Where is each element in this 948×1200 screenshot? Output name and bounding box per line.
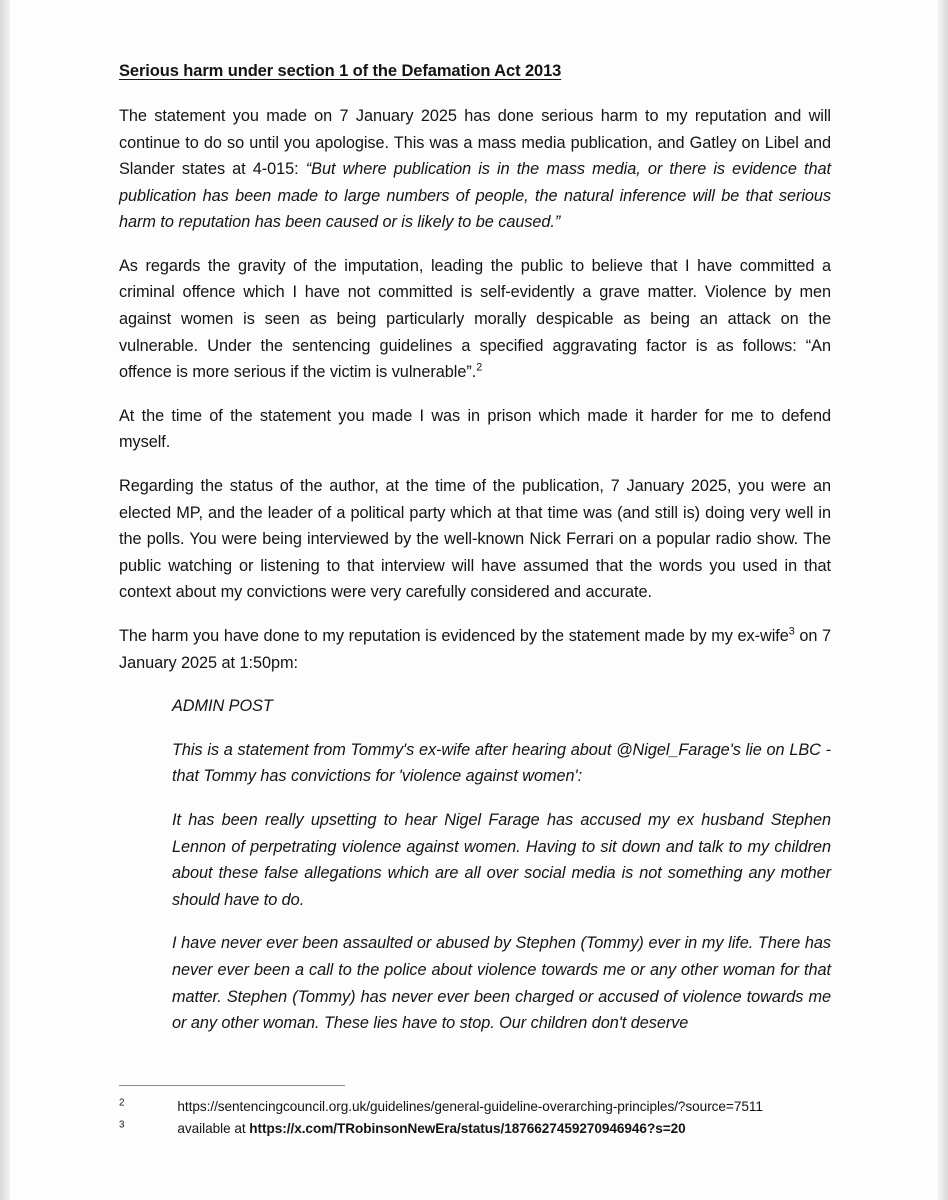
footnote-separator-rule	[119, 1085, 345, 1086]
quote-paragraph-never-assaulted: I have never ever been assaulted or abused by Stephen (Tommy) ever in my life. There has never ever been a call to the police about violence towards me or any other woman for that matter. Stephen (Tommy) has never ever been charged or accused of violence towards me or any other woman. These lies have to stop. Our children don't deserve	[172, 934, 831, 1033]
page-edge-right	[938, 0, 948, 1200]
quote-line-admin-post: ADMIN POST	[172, 697, 273, 716]
paragraph-status-of-author: Regarding the status of the author, at the time of the publication, 7 January 2025, you were an elected MP, and the leader of a political party which at that time was (and still is) doing very well in the polls. You were being interviewed by the well-known Nick Ferrari on a popular radio show. The public watching or listening to that interview will have assumed that the words you used in that context about my convictions were very carefully considered and accurate.	[119, 477, 831, 602]
footnote-url-sentencing-council[interactable]: https://sentencingcouncil.org.uk/guidelines/general-guideline-overarching-principles/?source=7511	[177, 1099, 763, 1114]
footnote-number: 2	[119, 1097, 125, 1109]
page-edge-left	[0, 0, 10, 1200]
footnote-url-x-status[interactable]: https://x.com/TRobinsonNewEra/status/1876627459270946946?s=20	[249, 1121, 686, 1136]
paragraph-in-prison: At the time of the statement you made I was in prison which made it harder for me to defend myself.	[119, 406, 831, 452]
document-page	[10, 0, 938, 1200]
page-content	[119, 60, 831, 1054]
paragraph-text: The harm you have done to my reputation is evidenced by the statement made by my ex-wife	[119, 627, 789, 646]
quoted-statement-block	[119, 693, 831, 1037]
footnote-item-3	[119, 1119, 831, 1139]
footnotes-section	[119, 1085, 831, 1141]
paragraph-gravity-of-imputation	[119, 253, 831, 386]
gatley-quotation: “But where publication is in the mass media, or there is evidence that publication has been made to large numbers of people, the natural inference will be that serious harm to reputation has been caused or is likely to be caused.”	[119, 160, 831, 232]
footnote-item-2	[119, 1097, 831, 1117]
paragraph-text: The statement you made on 7 January 2025 has done serious harm to my reputation and will continue to do so until you apologise. This was a mass media publication, and Gatley on Libel and Slander states at 4-015:	[119, 106, 831, 179]
quote-paragraph-upsetting: It has been really upsetting to hear Nigel Farage has accused my ex husband Stephen Lennon of perpetrating violence against women. Having to sit down and talk to my children about these false allegations which are all over social media is not something any mother should have to do.	[172, 810, 831, 909]
footnote-number: 3	[119, 1119, 125, 1131]
paragraph-harm-evidenced	[119, 623, 831, 676]
page-title: Serious harm under section 1 of the Defamation Act 2013	[119, 62, 562, 80]
footnote-reference-2[interactable]: 2	[476, 361, 483, 374]
paragraph-text-cont: on 7 January 2025 at 1:50pm:	[119, 627, 831, 672]
footnote-reference-3[interactable]: 3	[788, 625, 795, 638]
footnote-prefix-available-at: available at	[177, 1121, 250, 1136]
paragraph-serious-harm	[119, 103, 831, 236]
quote-paragraph-intro: This is a statement from Tommy's ex-wife after hearing about @Nigel_Farage's lie on LBC - that Tommy has convictions for 'violence against women':	[172, 740, 831, 786]
paragraph-text: As regards the gravity of the imputation, leading the public to believe that I have committed a criminal offence which I have not committed is self-evidently a grave matter. Violence by men against women is seen as being particularly morally despicable as being an attack on the vulnerable. Under the sentencing guidelines a specified aggravating factor is as follows: “An offence is more serious if the victim is vulnerable”.	[119, 256, 831, 382]
